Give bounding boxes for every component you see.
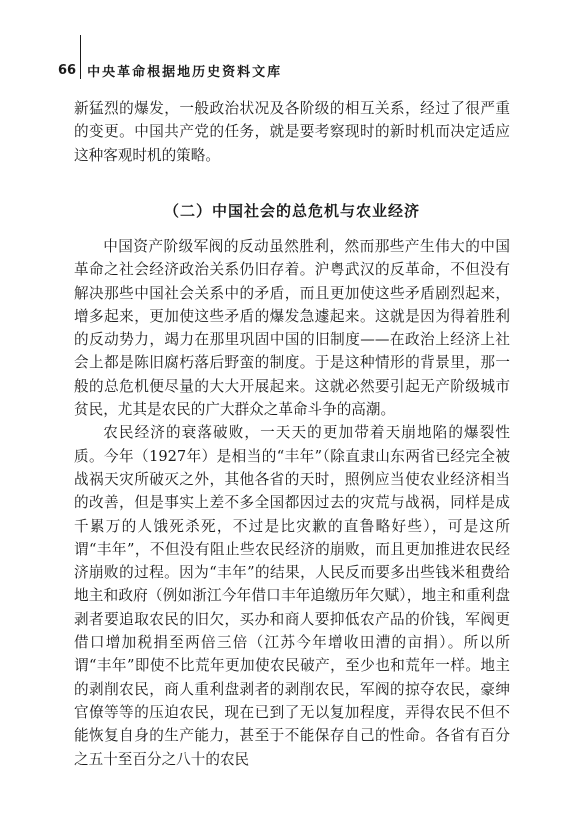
opening-text-block — [74, 97, 510, 167]
running-header — [58, 58, 282, 82]
section-body — [74, 235, 510, 771]
opening-paragraph: 新猛烈的爆发，一般政治状况及各阶级的相互关系，经过了很严重的变更。中国共产党的任务，就是要考察现时的新时机而决定适应这种客观时机的策略。 — [74, 100, 510, 164]
page-number: 66 — [58, 62, 77, 78]
section-heading: （二）中国社会的总危机与农业经济 — [163, 202, 420, 220]
paragraph: 中国资产阶级军阀的反动虽然胜利，然而那些产生伟大的中国革命之社会经济政治关系仍旧存着。沪粤武汉的反革命，不但没有解决那些中国社会关系中的矛盾，而且更加使这些矛盾剧烈起来，增多起来，更加使这些矛盾的爆发急遽起来。这就是因为得着胜利的反动势力，竭力在那里巩固中国的旧制度——在政治上经济上社会上都是陈旧腐朽落后野蛮的制度。于是这种情形的背景里，那一般的总危机便尽量的大大开展起来。这就必然要引起无产阶级城市贫民，尤其是农民的广大群众之革命斗争的高潮。 — [74, 238, 510, 419]
header-divider — [80, 35, 81, 79]
paragraph: 农民经济的衰落破败，一天天的更加带着天崩地陷的爆裂性质。今年（1927年）是相当的“丰年”（除直隶山东两省已经完全被战祸天灾所破灭之外，其他各省的天时，照例应当使农业经济相当的改善，但是事实上差不多全国都因过去的灾荒与战祸，同样是成千累万的人饿死杀死，不过是比灾歉的直鲁略好些），可是这所谓“丰年”，不但没有阻止些农民经济的崩败，而且更加推进农民经济崩败的过程。因为“丰年”的结果，人民反而要多出些钱米租费给地主和政府（例如浙江今年借口丰年追缴历年欠赋），地主和重利盘剥者要追取农民的旧欠，买办和商人要抑低农产品的价钱，军阀更借口增加税捐至两倍三倍（江苏今年增收田漕的亩捐）。所以所谓“丰年”即使不比荒年更加使农民破产，至少也和荒年一样。地主的剥削农民，商人重利盘剥者的剥削农民，军阀的掠夺农民，豪绅官僚等等的压迫农民，现在已到了无以复加程度，弄得农民不但不能恢复自身的生产能力，甚至于不能保存自己的性命。各省有百分之五十至百分之八十的农民 — [74, 424, 510, 768]
series-title: 中央革命根据地历史资料文库 — [87, 64, 283, 80]
